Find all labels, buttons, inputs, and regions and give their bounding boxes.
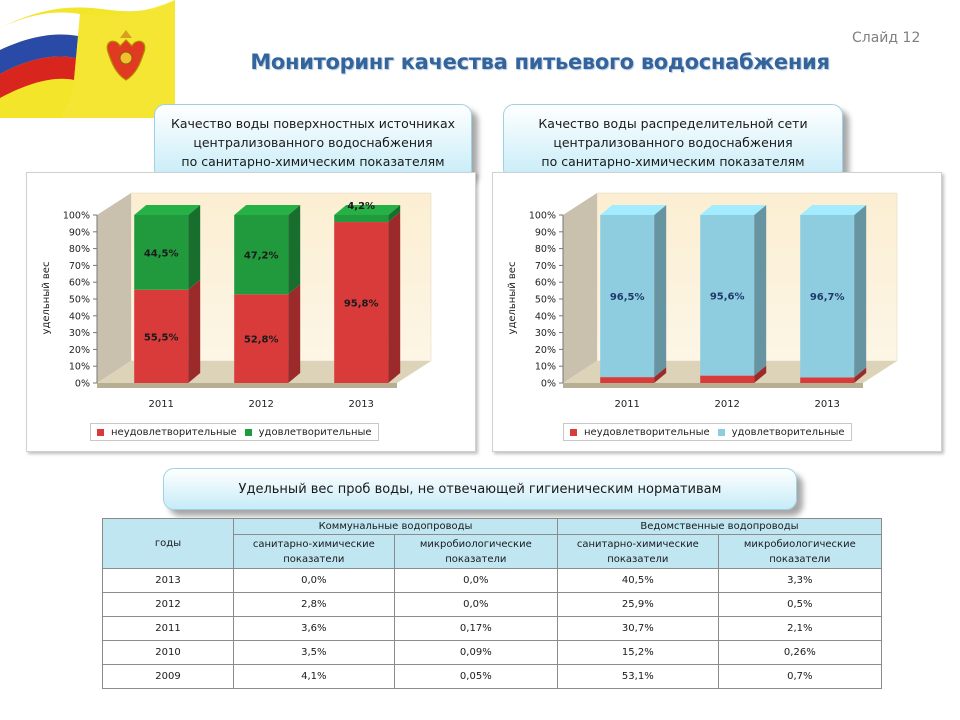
cell-departmental-micro: 3,3% [718, 569, 881, 593]
y-tick-label: 100% [528, 210, 556, 222]
legend-label-satisfactory: удовлетворительные [258, 426, 372, 438]
y-tick-label: 50% [534, 294, 556, 306]
chart-floor-edge [563, 383, 863, 388]
chart-legend [90, 423, 379, 441]
cell-communal-chem: 3,6% [234, 617, 395, 641]
bar-segment-side [388, 212, 400, 383]
legend-swatch-unsatisfactory [97, 429, 104, 436]
y-tick-label: 10% [534, 361, 556, 373]
y-tick-label: 70% [534, 260, 556, 272]
legend-label-unsatisfactory: неудовлетворительные [584, 426, 710, 438]
y-tick-label: 0% [74, 378, 90, 390]
bar-segment [800, 377, 854, 383]
bar-segment-side [854, 205, 866, 377]
header-departmental: Ведомственные водопроводы [557, 519, 881, 535]
cell-communal-chem: 4,1% [234, 665, 395, 689]
bar-segment-side [288, 284, 300, 383]
data-label: 55,5% [143, 332, 179, 344]
data-label: 4,2% [347, 201, 376, 212]
cell-departmental-chem: 30,7% [557, 617, 718, 641]
y-axis-label: удельный вес [41, 261, 52, 335]
y-tick-label: 60% [68, 277, 90, 289]
header-communal-chem: санитарно-химические показатели [234, 535, 395, 569]
cell-communal-micro: 0,0% [394, 569, 557, 593]
header-communal: Коммунальные водопроводы [234, 519, 558, 535]
legend-swatch-satisfactory [718, 429, 725, 436]
nonconforming-samples-table [102, 518, 882, 689]
slide-number: Слайд 12 [852, 30, 921, 46]
y-axis-label: удельный вес [507, 261, 518, 335]
bar-segment-side [754, 205, 766, 376]
x-tick-label: 2012 [248, 399, 274, 410]
callout-text: Удельный вес проб воды, не отвечающей гигиеническим нормативам [238, 482, 722, 497]
chart-distribution-network [492, 172, 942, 452]
cell-year: 2010 [103, 641, 234, 665]
y-tick-label: 70% [68, 260, 90, 272]
cell-year: 2012 [103, 593, 234, 617]
callout-surface-sources [154, 104, 472, 180]
data-label: 95,6% [709, 291, 745, 303]
legend-swatch-satisfactory [245, 429, 252, 436]
callout-line: по санитарно-химическим показателям [541, 154, 805, 169]
stacked-bar-chart-2 [493, 173, 943, 453]
header-departmental-micro: микробиологические показатели [718, 535, 881, 569]
callout-distribution-network [503, 104, 843, 180]
bar-segment-side [654, 205, 666, 377]
legend-swatch-unsatisfactory [570, 429, 577, 436]
table-row [103, 569, 882, 593]
data-label: 52,8% [243, 334, 279, 346]
callout-line: Качество воды поверхностных источниках [170, 116, 456, 131]
y-tick-label: 40% [68, 311, 90, 323]
chart-side-wall [563, 193, 597, 383]
cell-communal-chem: 2,8% [234, 593, 395, 617]
x-tick-label: 2011 [148, 399, 174, 410]
x-tick-label: 2012 [714, 399, 740, 410]
bar-segment-side [188, 280, 200, 383]
data-label: 96,7% [809, 292, 845, 304]
y-tick-label: 20% [68, 344, 90, 356]
cell-communal-micro: 0,09% [394, 641, 557, 665]
table-row [103, 665, 882, 689]
y-tick-label: 0% [540, 378, 556, 390]
data-label: 47,2% [243, 250, 279, 262]
cell-departmental-micro: 0,5% [718, 593, 881, 617]
data-label: 44,5% [143, 248, 179, 260]
y-tick-label: 10% [68, 361, 90, 373]
bar-segment [600, 377, 654, 383]
y-tick-label: 100% [62, 210, 90, 222]
cell-communal-chem: 0,0% [234, 569, 395, 593]
callout-line: по санитарно-химическим показателям [181, 154, 445, 169]
cell-year: 2011 [103, 617, 234, 641]
page-title: Мониторинг качества питьевого водоснабжения [250, 50, 830, 74]
y-tick-label: 80% [534, 244, 556, 256]
chart-legend [563, 423, 852, 441]
cell-departmental-chem: 40,5% [557, 569, 718, 593]
table-row [103, 593, 882, 617]
y-tick-label: 50% [68, 294, 90, 306]
y-tick-label: 30% [68, 328, 90, 340]
cell-departmental-chem: 25,9% [557, 593, 718, 617]
cell-departmental-micro: 0,26% [718, 641, 881, 665]
y-tick-label: 60% [534, 277, 556, 289]
bar-segment [334, 215, 388, 222]
bar-segment-side [288, 205, 300, 294]
chart-floor-edge [97, 383, 397, 388]
callout-line: централизованного водоснабжения [193, 135, 433, 150]
legend-label-unsatisfactory: неудовлетворительные [111, 426, 237, 438]
chart-side-wall [97, 193, 131, 383]
cell-communal-micro: 0,0% [394, 593, 557, 617]
callout-nonconforming-samples [163, 468, 797, 510]
callout-line: Качество воды распределительной сети [538, 116, 808, 131]
x-tick-label: 2011 [614, 399, 640, 410]
cell-departmental-micro: 2,1% [718, 617, 881, 641]
header-communal-micro: микробиологические показатели [394, 535, 557, 569]
chart-surface-sources [26, 172, 476, 452]
y-tick-label: 80% [68, 244, 90, 256]
y-tick-label: 40% [534, 311, 556, 323]
data-label: 96,5% [609, 292, 645, 304]
table-row [103, 641, 882, 665]
bar-segment [700, 376, 754, 383]
cell-year: 2013 [103, 569, 234, 593]
data-label: 95,8% [343, 298, 379, 310]
cell-departmental-micro: 0,7% [718, 665, 881, 689]
header-departmental-chem: санитарно-химические показатели [557, 535, 718, 569]
bar-segment-side [188, 205, 200, 290]
table-row [103, 617, 882, 641]
cell-communal-micro: 0,17% [394, 617, 557, 641]
cell-year: 2009 [103, 665, 234, 689]
x-tick-label: 2013 [814, 399, 840, 410]
y-tick-label: 90% [68, 227, 90, 239]
x-tick-label: 2013 [348, 399, 374, 410]
cell-communal-micro: 0,05% [394, 665, 557, 689]
cell-departmental-chem: 15,2% [557, 641, 718, 665]
header-years: годы [103, 519, 234, 569]
y-tick-label: 30% [534, 328, 556, 340]
legend-label-satisfactory: удовлетворительные [731, 426, 845, 438]
cell-communal-chem: 3,5% [234, 641, 395, 665]
y-tick-label: 20% [534, 344, 556, 356]
cell-departmental-chem: 53,1% [557, 665, 718, 689]
stacked-bar-chart-1 [27, 173, 477, 453]
y-tick-label: 90% [534, 227, 556, 239]
callout-line: централизованного водоснабжения [553, 135, 793, 150]
